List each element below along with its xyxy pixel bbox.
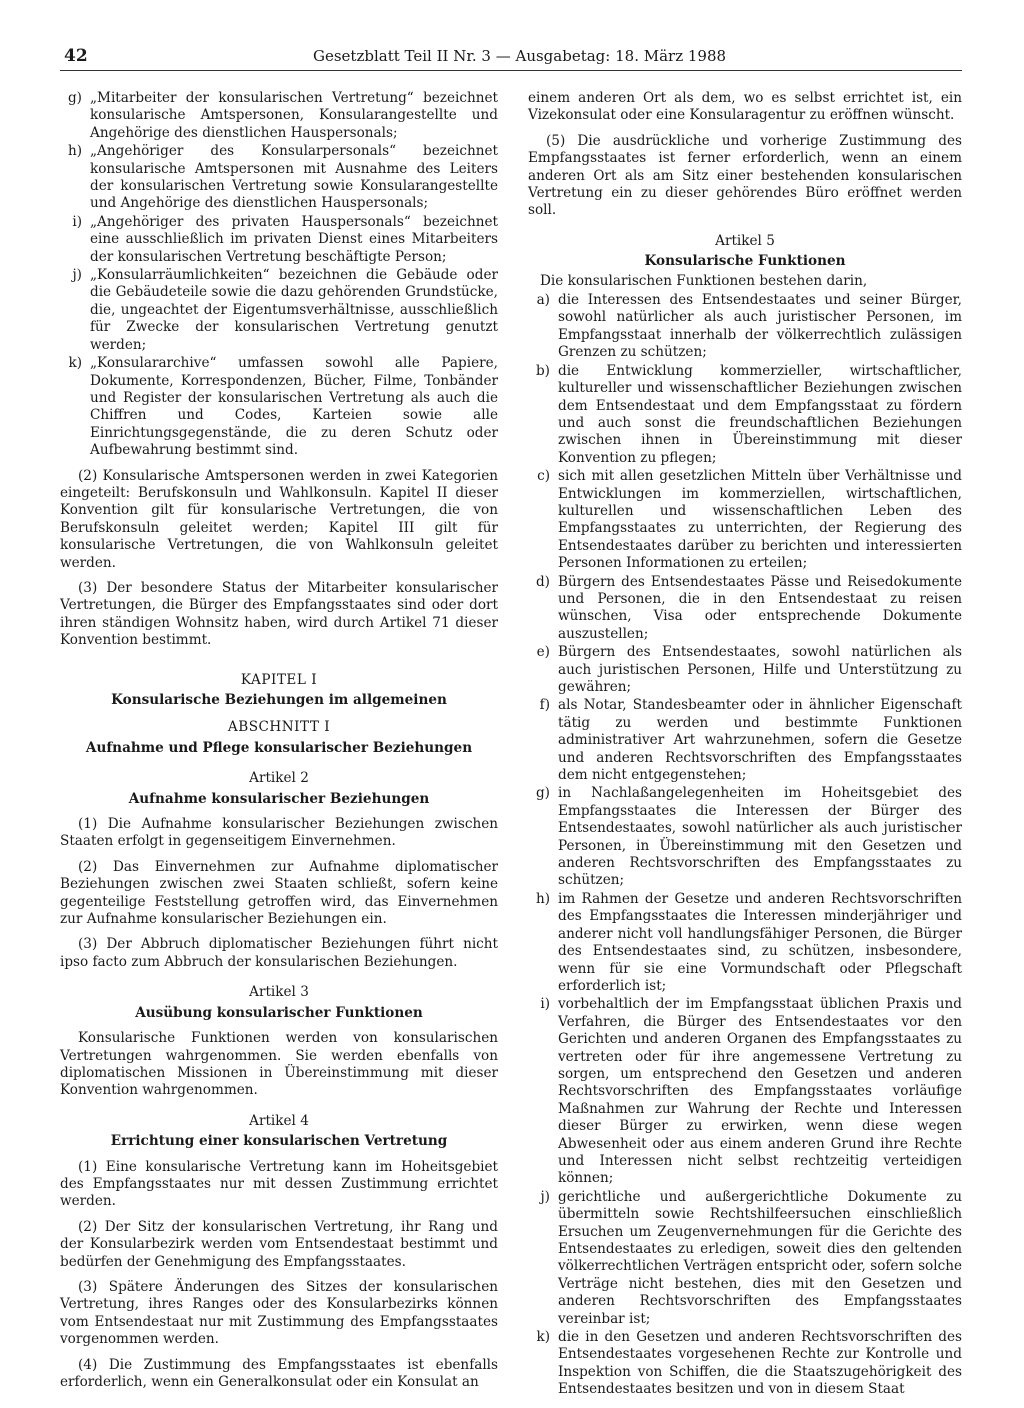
item-text: vorbehaltlich der im Empfangsstaat üblichen Praxis und Verfahren, die Bürger des Entsendestaates vor den Gerichten und anderen Organen des Empfangsstaates zu vertreten oder für ihre angemessene Vertretung zu sorgen, um entsprechend den Gesetzen und anderen Rechtsvorschriften des Empfangsstaates vorläufige Maßnahmen zur Wahrung der Rechte und Interessen dieser Bürger zu erwirken, wenn diese wegen Abwesenheit oder aus einem anderen Grund ihre Rechte und Interessen nicht selbst rechtzeitig verteidigen können; (558, 996, 962, 1187)
article-2-paragraph: (1) Die Aufnahme konsularischer Beziehungen zwischen Staaten erfolgt in gegenseitigem Einvernehmen. (60, 816, 498, 850)
item-label: k) (68, 355, 82, 372)
function-item (528, 363, 962, 467)
article-2-paragraph: (3) Der Abbruch diplomatischer Beziehungen führt nicht ipso facto zum Abbruch der konsularischen Beziehungen. (60, 936, 498, 970)
item-label: a) (536, 292, 550, 309)
item-text: die Interessen des Entsendestaates und seiner Bürger, sowohl natürlicher als auch juristischer Personen, im Empfangsstaat innerhalb der völkerrechtlich zulässigen Grenzen zu schützen; (558, 292, 962, 361)
definition-item (60, 355, 498, 459)
item-label: g) (535, 785, 550, 802)
article-4-title: Errichtung einer konsularischen Vertretung (110, 1133, 448, 1150)
item-text: „Angehöriger des privaten Hauspersonals“ bezeichnet eine ausschließlich im privaten Dienst eines Mitarbeiters der konsularischen Vertretung beschäftigte Person; (90, 213, 498, 265)
item-label: j) (540, 1188, 550, 1205)
item-text: als Notar, Standesbeamter oder in ähnlicher Eigenschaft tätig zu werden und bestimmte Funktionen administrativer Art wahrzunehmen, sofern die Gesetze und anderen Rechtsvorschriften des Empfangsstaates dem nicht entgegenstehen; (558, 697, 962, 784)
article-2-label: Artikel 2 (249, 770, 309, 787)
item-text: die in den Gesetzen und anderen Rechtsvorschriften des Entsendestaates vorgesehenen Rechte zur Kontrolle und Inspektion von Schiffen, die die Staatszugehörigkeit des Entsendestaates besitzen und von in diesem Staat (558, 1329, 962, 1398)
item-text: „Mitarbeiter der konsularischen Vertretung“ bezeichnet konsularische Amtspersonen, Konsularangestellte und Angehörige des dienstlichen Hauspersonals; (90, 90, 498, 141)
paragraph-2: (2) Konsularische Amtspersonen werden in zwei Kategorien eingeteilt: Berufskonsuln und Wahlkonsuln. Kapitel II dieser Konvention gilt für konsularische Vertretungen, die von Berufskonsuln geleitet werden; Kapitel III gilt für konsularische Vertretungen, die von Wahlkonsuln geleitet werden. (60, 467, 498, 571)
function-item (528, 697, 962, 784)
function-item (528, 1189, 962, 1328)
item-text: gerichtliche und außergerichtliche Dokumente zu übermitteln sowie Rechtshilfeersuchen einschließlich Ersuchen um Zeugenvernehmungen für die Gerichte des Entsendestaates zu erledigen, soweit dies den geltenden völkerrechtlichen Verträgen entspricht oder, sofern solche Verträge nicht bestehen, dies mit den Gesetzen und anderen Rechtsvorschriften des Empfangsstaates vereinbar ist; (558, 1188, 962, 1327)
item-label: b) (535, 362, 550, 379)
item-label: j) (72, 267, 82, 284)
item-text: die Entwicklung kommerzieller, wirtschaftlicher, kultureller und wissenschaftlicher Beziehungen zwischen dem Entsendestaat und dem Empfangsstaat zu fördern und auch sonst die freundschaftlichen Beziehungen zwischen ihnen in Übereinstimmung mit dieser Konvention zu pflegen; (558, 362, 962, 466)
left-column (60, 90, 498, 1391)
article-3-title: Ausübung konsularischer Funktionen (135, 1004, 423, 1021)
item-text: „Konsulararchive“ umfassen sowohl alle Papiere, Dokumente, Korrespondenzen, Bücher, Filme, Tonbänder und Register der konsularischen Vertretung als auch die Chiffren und Codes, Karteien sowie alle Einrichtungsgegenstände, die zu deren Schutz oder Aufbewahrung bestimmt sind. (90, 355, 498, 459)
item-label: d) (535, 573, 550, 590)
running-header: Gesetzblatt Teil II Nr. 3 — Ausgabetag: 18. März 1988 (313, 47, 727, 65)
article-5-title: Konsularische Funktionen (644, 253, 846, 270)
item-text: in Nachlaßangelegenheiten im Hoheitsgebiet des Empfangsstaates die Interessen der Bürger des Entsendestaates, sowohl natürlicher als auch juristischer Personen, in Übereinstimmung mit den Gesetzen und anderen Rechtsvorschriften des Empfangsstaates zu schützen; (558, 785, 962, 889)
section-title: Aufnahme und Pflege konsularischer Beziehungen (85, 739, 473, 756)
item-label: k) (536, 1329, 550, 1346)
definition-item (60, 90, 498, 142)
section-label: ABSCHNITT I (227, 719, 331, 736)
definition-item (60, 143, 498, 213)
article-4-paragraph: (3) Spätere Änderungen des Sitzes der konsularischen Vertretung, ihres Ranges oder des Konsularbezirks können vom Entsendestaat nur mit Zustimmung des Empfangsstaates vorgenommen werden. (60, 1278, 498, 1348)
definition-item (60, 267, 498, 354)
function-item (528, 468, 962, 572)
item-text: „Angehöriger des Konsularpersonals“ bezeichnet konsularische Amtspersonen mit Ausnahme des Leiters der konsularischen Vertretung sowie Konsularangestellte und Angehörige des dienstlichen Hauspersonals; (90, 143, 498, 212)
article-4-paragraph: (2) Der Sitz der konsularischen Vertretung, ihr Rang und der Konsularbezirk werden vom Entsendestaat bestimmt und bedürfen der Genehmigung des Empfangsstaates. (60, 1218, 498, 1270)
function-item (528, 785, 962, 889)
item-label: c) (537, 468, 550, 485)
function-list (528, 292, 962, 1399)
function-item (528, 644, 962, 696)
item-text: Bürgern des Entsendestaates, sowohl natürlichen als auch juristischen Personen, Hilfe und Unterstützung zu gewähren; (558, 644, 962, 695)
item-label: e) (536, 644, 550, 661)
paragraph-3: (3) Der besondere Status der Mitarbeiter konsularischer Vertretungen, die Bürger des Empfangsstaates sind oder dort ihren ständigen Wohnsitz haben, wird durch Artikel 71 dieser Konvention bestimmt. (60, 579, 498, 649)
definition-list (60, 90, 498, 460)
article-3-label: Artikel 3 (249, 984, 309, 1001)
function-item (528, 996, 962, 1187)
article-3-paragraph: Konsularische Funktionen werden von konsularischen Vertretungen wahrgenommen. Sie werden ebenfalls von diplomatischen Missionen in Übereinstimmung mit dieser Konvention wahrgenommen. (60, 1030, 498, 1099)
page-number: 42 (64, 46, 88, 66)
article-5-intro: Die konsularischen Funktionen bestehen darin, (540, 272, 868, 289)
article-2-paragraph: (2) Das Einvernehmen zur Aufnahme diplomatischer Beziehungen zwischen zwei Staaten schließt, sofern keine gegenteilige Feststellung getroffen wird, das Einvernehmen zur Aufnahme konsularischer Beziehungen ein. (60, 858, 498, 928)
chapter-title: Konsularische Beziehungen im allgemeinen (111, 692, 447, 708)
function-item (528, 891, 962, 995)
definition-item (60, 214, 498, 266)
item-label: i) (72, 213, 82, 230)
item-label: h) (535, 890, 550, 907)
item-text: „Konsularräumlichkeiten“ bezeichnen die Gebäude oder die Gebäudeteile sowie die dazu gehörenden Grundstücke, die, ungeachtet der Eigentumsverhältnisse, ausschließlich für Zwecke der konsularischen Vertretung genutzt werden; (90, 267, 498, 353)
continued-paragraph: einem anderen Ort als dem, wo es selbst errichtet ist, ein Vizekonsulat oder eine Konsularagentur zu eröffnen wünscht. (528, 90, 962, 124)
item-text: Bürgern des Entsendestaates Pässe und Reisedokumente und Personen, die in den Entsendestaat zu reisen wünschen, Visa oder entsprechende Dokumente auszustellen; (558, 573, 962, 642)
item-text: im Rahmen der Gesetze und anderen Rechtsvorschriften des Empfangsstaates die Interessen minderjähriger und anderer nicht voll handlungsfähiger Personen, die Bürger des Entsendestaates sind, zu schützen, insbesondere, wenn für sie eine Vormundschaft oder Pflegschaft erforderlich ist; (558, 890, 962, 994)
article-4-label: Artikel 4 (249, 1112, 309, 1129)
function-item (528, 574, 962, 644)
item-label: g) (67, 90, 82, 106)
item-text: sich mit allen gesetzlichen Mitteln über Verhältnisse und Entwicklungen im kommerziellen, wirtschaftlichen, kulturellen und wissenschaftlichen Leben des Empfangsstaates zu unterrichten, der Regierung des Entsendestaates darüber zu berichten und interessierten Personen Informationen zu erteilen; (558, 468, 962, 572)
paragraph-5: (5) Die ausdrückliche und vorherige Zustimmung des Empfangsstaates ist ferner erforderlich, wenn an einem anderen Ort als am Sitz einer bestehenden konsularischen Vertretung ein zu dieser gehörendes Büro eröffnet werden soll. (528, 132, 962, 219)
right-column (528, 90, 962, 1400)
article-5-label: Artikel 5 (715, 232, 775, 249)
chapter-label: KAPITEL I (240, 671, 318, 688)
function-item (528, 1329, 962, 1399)
function-item (528, 292, 962, 362)
article-2-title: Aufnahme konsularischer Beziehungen (128, 790, 430, 807)
article-4-paragraph: (1) Eine konsularische Vertretung kann im Hoheitsgebiet des Empfangsstaates nur mit dessen Zustimmung errichtet werden. (60, 1158, 498, 1210)
article-4-paragraph: (4) Die Zustimmung des Empfangsstaates ist ebenfalls erforderlich, wenn ein Generalkonsulat oder ein Konsulat an (60, 1356, 498, 1390)
item-label: h) (67, 143, 82, 160)
header-rule (60, 70, 962, 71)
item-label: f) (539, 697, 550, 714)
item-label: i) (540, 996, 550, 1013)
